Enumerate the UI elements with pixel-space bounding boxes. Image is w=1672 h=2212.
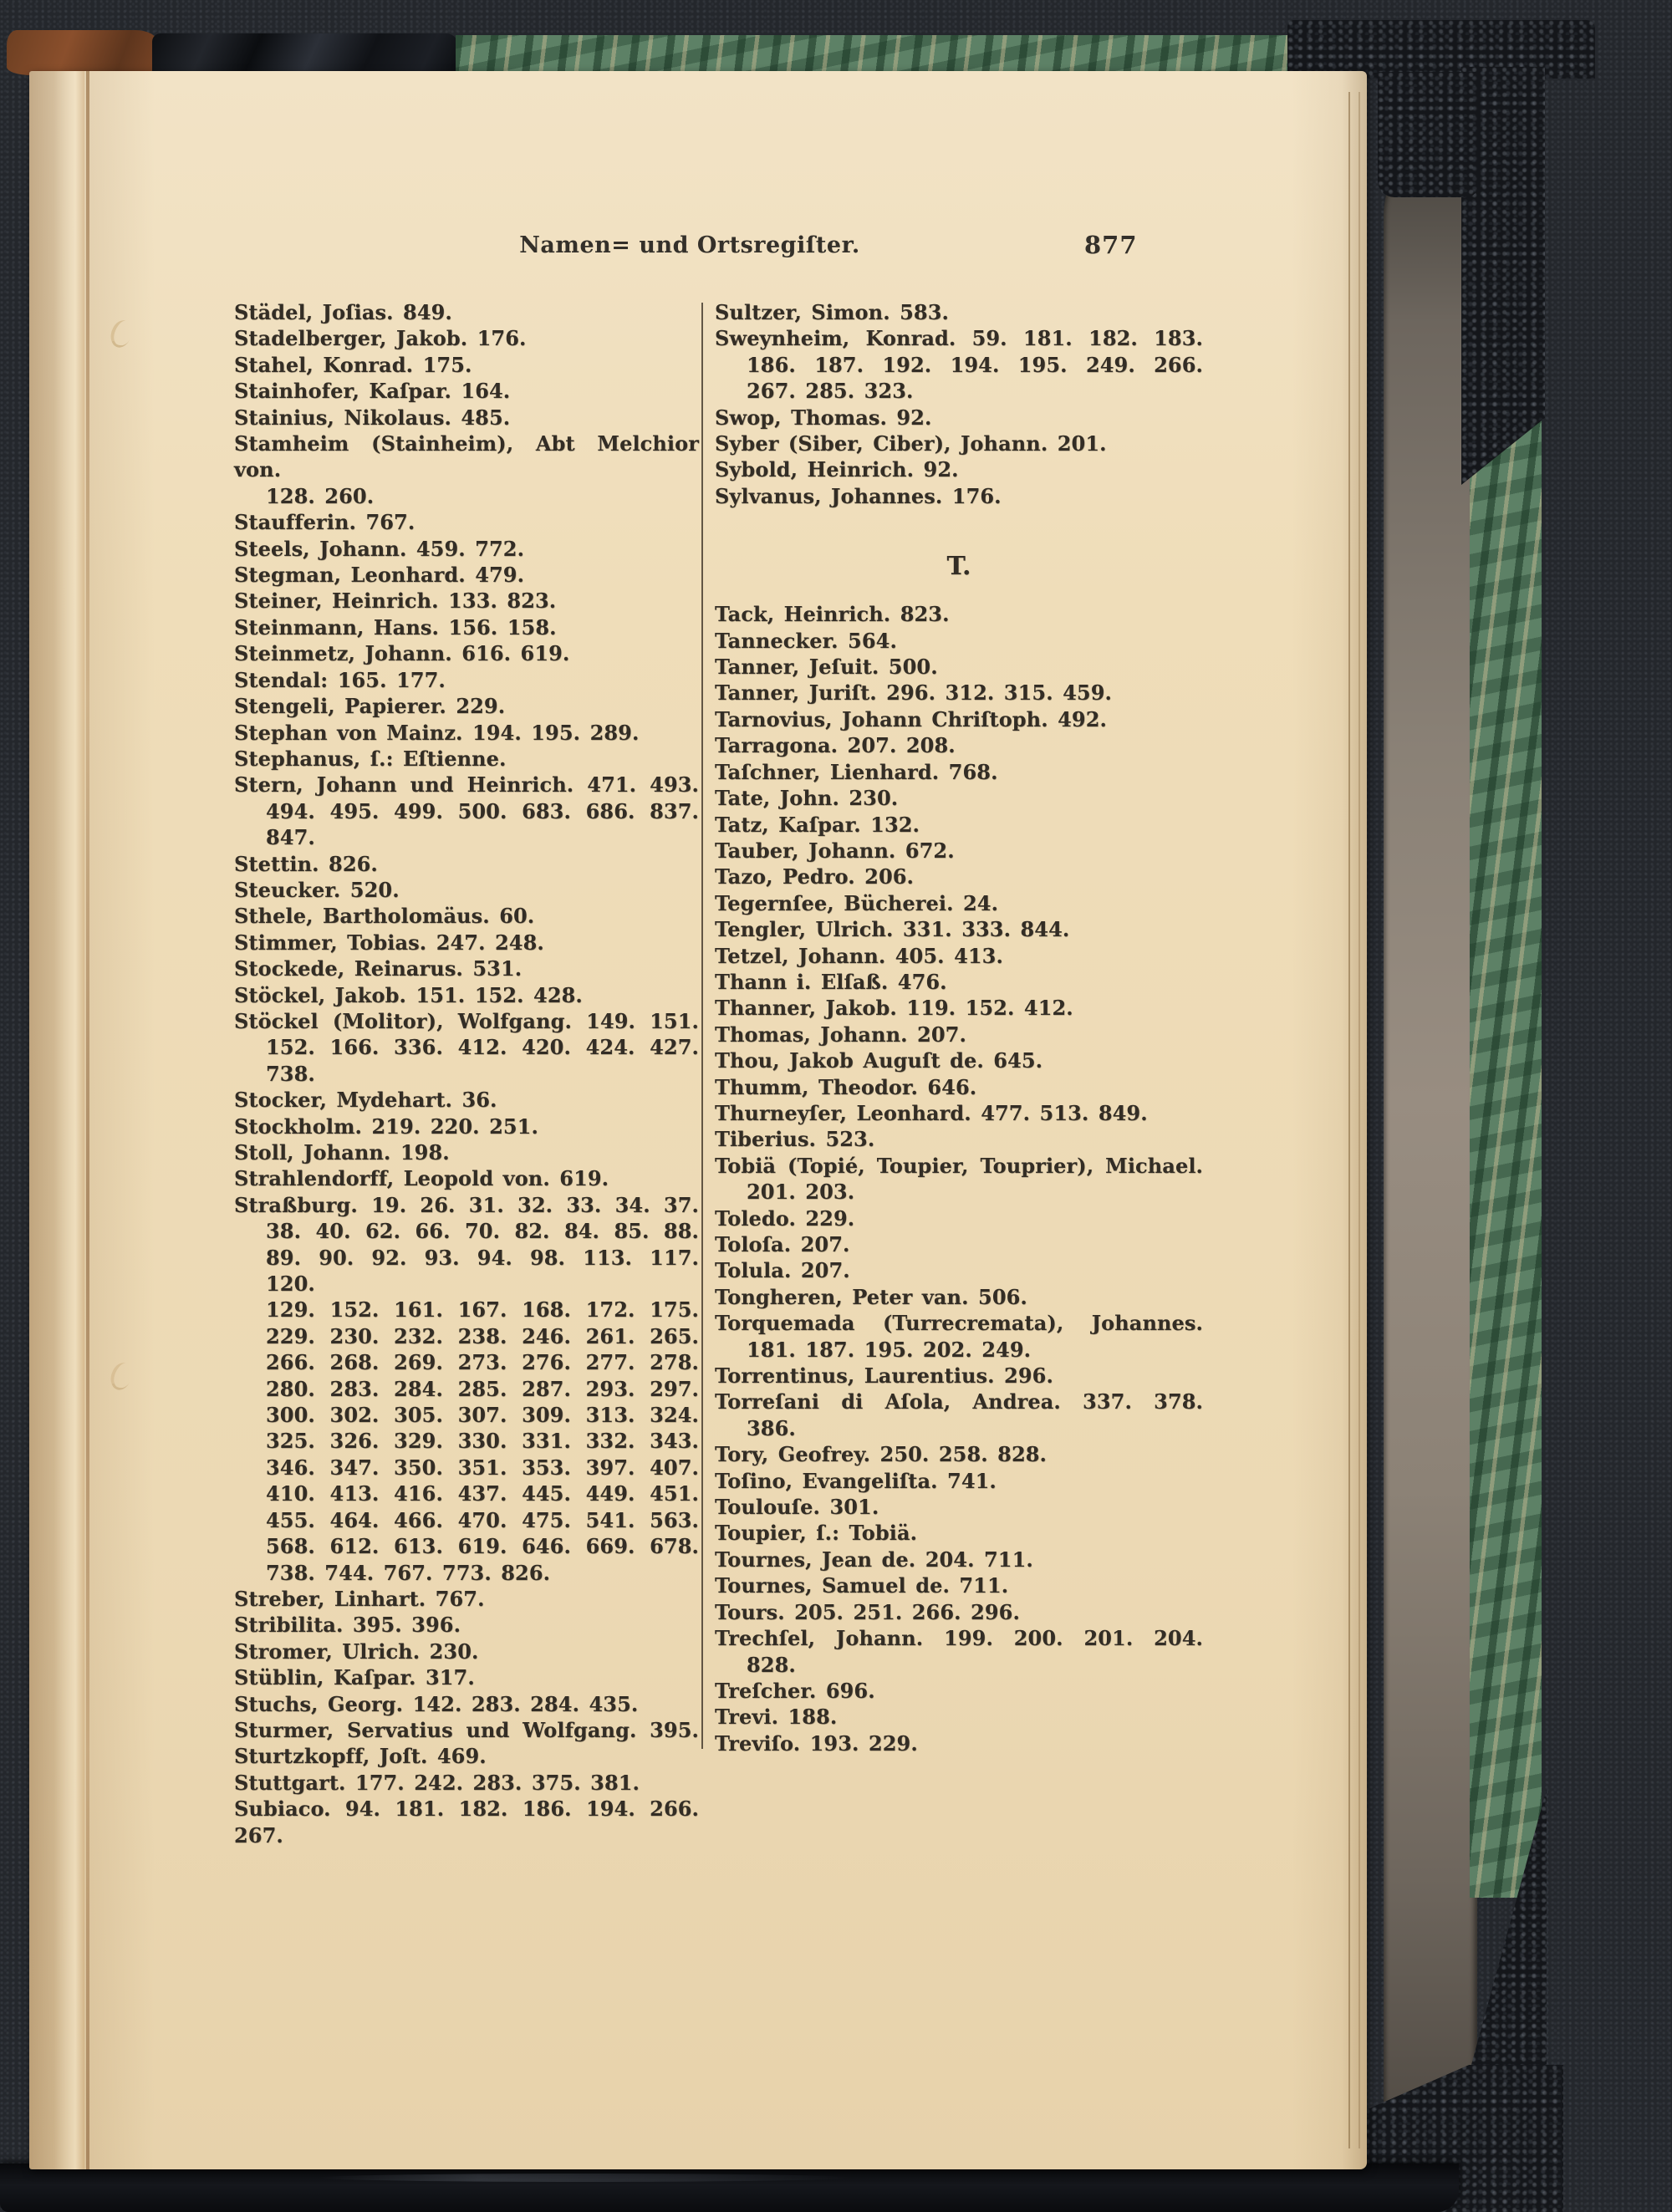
index-line: 738. 744. 767. 773. 826. — [266, 1560, 551, 1585]
index-line: Toledo. 229. — [715, 1205, 855, 1231]
index-line: Streber, Linhart. 767. — [234, 1586, 485, 1611]
index-line: 325. 326. 329. 330. 331. 332. 343. — [266, 1429, 699, 1454]
index-line: Thou, Jakob Auguſt de. 645. — [715, 1048, 1043, 1073]
index-line: Treviſo. 193. 229. — [715, 1730, 918, 1756]
pebbled-leather-top-bar — [1287, 20, 1595, 79]
index-line: Stimmer, Tobias. 247. 248. — [234, 930, 544, 955]
column-divider-rule — [701, 303, 703, 1749]
index-line: Tazo, Pedro. 206. — [715, 864, 915, 889]
binding-stitch — [106, 1360, 135, 1394]
index-line: Sybold, Heinrich. 92. — [715, 457, 959, 482]
index-line: Subiaco. 94. 181. 182. 186. 194. 266. 267. — [234, 1797, 699, 1848]
index-line: Tarragona. 207. 208. — [715, 733, 956, 758]
index-line: Taſchner, Lienhard. 768. — [715, 759, 998, 784]
index-line: 568. 612. 613. 619. 646. 669. 678. — [266, 1534, 699, 1559]
index-line: Steinmann, Hans. 156. 158. — [234, 614, 557, 640]
index-line: Tegernſee, Bücherei. 24. — [715, 890, 999, 915]
index-line: Tolula. 207. — [715, 1258, 850, 1283]
index-line: 186. 187. 192. 194. 195. 249. 266. — [747, 352, 1203, 377]
book-page — [29, 71, 1367, 2169]
column-left — [234, 299, 699, 1848]
index-line: Steels, Johann. 459. 772. — [234, 536, 525, 561]
index-line: Stendal: 165. 177. — [234, 667, 446, 692]
index-line: Torquemada (Turrecremata), Johannes. — [715, 1311, 1203, 1336]
index-line: Torrentinus, Laurentius. 296. — [715, 1363, 1053, 1389]
index-line: Tobiä (Topié, Toupier, Touprier), Michael. — [715, 1153, 1203, 1178]
index-line: Stephanus, ſ.: Eſtienne. — [234, 746, 507, 771]
index-line: Stamheim (Stainheim), Abt Melchior von. — [234, 431, 699, 482]
index-line: Toſino, Evangeliſta. 741. — [715, 1468, 997, 1493]
index-line: Stadelberger, Jakob. 176. — [234, 326, 527, 351]
index-line: Tongheren, Peter van. 506. — [715, 1284, 1027, 1309]
pebbled-leather-patch — [1378, 72, 1478, 197]
index-line: Stocker, Mydehart. 36. — [234, 1088, 497, 1113]
column-right — [715, 299, 1203, 1756]
index-line: Steucker. 520. — [234, 877, 400, 902]
index-line: Tannecker. 564. — [715, 628, 897, 653]
index-line: 267. 285. 323. — [747, 379, 914, 404]
index-line: Tengler, Ulrich. 331. 333. 844. — [715, 917, 1070, 942]
index-line: Syber (Siber, Ciber), Johann. 201. — [715, 431, 1107, 456]
index-line: 201. 203. — [747, 1180, 855, 1205]
index-line: Stribilita. 395. 396. — [234, 1613, 461, 1638]
index-line: Steinmetz, Johann. 616. 619. — [234, 641, 570, 666]
index-line: Stoll, Johann. 198. — [234, 1140, 450, 1165]
index-line: Tory, Geofrey. 250. 258. 828. — [715, 1442, 1048, 1467]
index-line: Toupier, ſ.: Tobiä. — [715, 1521, 918, 1546]
torn-paper-fragment — [7, 30, 157, 75]
index-line: Sturtzkopff, Joſt. 469. — [234, 1744, 487, 1769]
index-line: Stettin. 826. — [234, 851, 378, 876]
index-line: 828. — [747, 1652, 796, 1677]
index-line: Straßburg. 19. 26. 31. 32. 33. 34. 37. — [234, 1192, 699, 1217]
index-line: Tiberius. 523. — [715, 1127, 875, 1152]
index-line: Stegman, Leonhard. 479. — [234, 563, 525, 588]
index-line: Tatz, Kaſpar. 132. — [715, 812, 920, 837]
index-line: Stockholm. 219. 220. 251. — [234, 1114, 538, 1139]
index-line: Thann i. Elſaß. 476. — [715, 969, 947, 994]
index-line: Tanner, Juriſt. 296. 312. 315. 459. — [715, 680, 1112, 706]
index-line: Stainhofer, Kaſpar. 164. — [234, 379, 511, 404]
index-line: Thumm, Theodor. 646. — [715, 1074, 977, 1099]
index-line: Stainius, Nikolaus. 485. — [234, 405, 511, 430]
gutter-crease — [86, 71, 89, 2169]
index-line: 738. — [266, 1061, 315, 1086]
index-line: Toulouſe. 301. — [715, 1495, 879, 1520]
index-line: Tanner, Jeſuit. 500. — [715, 655, 938, 680]
index-line: 129. 152. 161. 167. 168. 172. 175. — [266, 1297, 699, 1323]
index-line: Steiner, Heinrich. 133. 823. — [234, 589, 557, 614]
index-line: Toloſa. 207. — [715, 1232, 850, 1256]
index-line: Stengeli, Papierer. 229. — [234, 694, 506, 719]
index-line: Stephan von Mainz. 194. 195. 289. — [234, 720, 640, 745]
index-line: Sweynheim, Konrad. 59. 181. 182. 183. — [715, 326, 1203, 351]
index-line: Thurneyſer, Leonhard. 477. 513. 849. — [715, 1100, 1148, 1125]
cover-bottom-edge — [0, 2164, 1459, 2212]
index-line: 346. 347. 350. 351. 353. 397. 407. — [266, 1455, 699, 1480]
index-line: 280. 283. 284. 285. 287. 293. 297. — [266, 1376, 699, 1401]
index-line: Sthele, Bartholomäus. 60. — [234, 904, 535, 929]
index-line: Tetzel, Johann. 405. 413. — [715, 943, 1003, 968]
index-line: Stuttgart. 177. 242. 283. 375. 381. — [234, 1770, 640, 1795]
index-line: 847. — [266, 825, 315, 850]
page-edge-line — [1358, 92, 1360, 2148]
cover-sheen-highlight — [318, 2174, 853, 2182]
index-line: Tours. 205. 251. 266. 296. — [715, 1599, 1020, 1624]
index-line: 266. 268. 269. 273. 276. 277. 278. — [266, 1350, 699, 1375]
index-line: 128. 260. — [266, 483, 375, 508]
index-line: 229. 230. 232. 238. 246. 261. 265. — [266, 1323, 699, 1348]
index-line: Stöckel (Molitor), Wolfgang. 149. 151. — [234, 1008, 699, 1033]
index-line: 38. 40. 62. 66. 70. 82. 84. 85. 88. — [266, 1219, 699, 1244]
index-line: Stahel, Konrad. 175. — [234, 352, 472, 377]
gutter-fold-highlight — [54, 71, 84, 2169]
leather-spine-fragment — [152, 33, 458, 75]
index-line: Stockede, Reinarus. 531. — [234, 956, 522, 981]
marbled-paper-edge — [1470, 359, 1542, 1898]
binding-stitch — [106, 318, 135, 351]
index-line: Stern, Johann und Heinrich. 471. 493. — [234, 772, 699, 798]
page-header — [29, 232, 1367, 266]
index-line: Tack, Heinrich. 823. — [715, 602, 950, 627]
index-line: Sturmer, Servatius und Wolfgang. 395. — [234, 1717, 699, 1742]
header-title: Namen= und Ortsregiſter. — [519, 232, 860, 258]
index-line: 494. 495. 499. 500. 683. 686. 837. — [266, 798, 699, 823]
index-line: Sylvanus, Johannes. 176. — [715, 483, 1002, 508]
section-heading: T. — [946, 552, 971, 582]
page-number: 877 — [1084, 231, 1138, 259]
index-line: Staufferin. 767. — [234, 510, 415, 535]
index-line: 181. 187. 195. 202. 249. — [747, 1337, 1032, 1362]
index-line: 300. 302. 305. 307. 309. 313. 324. — [266, 1403, 699, 1428]
index-line: Torreſani di Aſola, Andrea. 337. 378. — [715, 1389, 1203, 1414]
index-line: Trechſel, Johann. 199. 200. 201. 204. — [715, 1626, 1203, 1651]
index-line: Stuchs, Georg. 142. 283. 284. 435. — [234, 1691, 639, 1716]
index-line: Thanner, Jakob. 119. 152. 412. — [715, 996, 1073, 1021]
index-line: Stüblin, Kaſpar. 317. — [234, 1665, 475, 1690]
index-line: Stöckel, Jakob. 151. 152. 428. — [234, 982, 583, 1007]
index-line: 89. 90. 92. 93. 94. 98. 113. 117. 120. — [266, 1245, 699, 1297]
index-line: Stromer, Ulrich. 230. — [234, 1639, 479, 1664]
index-line: Tauber, Johann. 672. — [715, 838, 955, 863]
index-line: Städel, Joſias. 849. — [234, 300, 452, 324]
index-line: Sultzer, Simon. 583. — [715, 300, 949, 324]
index-line: Trevi. 188. — [715, 1705, 838, 1730]
index-line: 455. 464. 466. 470. 475. 541. 563. — [266, 1507, 699, 1532]
index-line: 152. 166. 336. 412. 420. 424. 427. — [266, 1035, 699, 1060]
index-line: Tate, John. 230. — [715, 786, 899, 811]
index-line: Thomas, Johann. 207. — [715, 1022, 966, 1047]
index-line: Treſcher. 696. — [715, 1678, 875, 1703]
index-line: Tournes, Samuel de. 711. — [715, 1573, 1009, 1598]
index-line: 386. — [747, 1415, 796, 1440]
index-line: Strahlendorff, Leopold von. 619. — [234, 1166, 609, 1191]
index-line: 410. 413. 416. 437. 445. 449. 451. — [266, 1481, 699, 1506]
marbled-paper-top-edge — [456, 35, 1296, 75]
index-line: Tournes, Jean de. 204. 711. — [715, 1547, 1033, 1572]
page-edge-line — [1348, 92, 1350, 2148]
index-line: Swop, Thomas. 92. — [715, 405, 932, 430]
index-line: Tarnovius, Johann Chriſtoph. 492. — [715, 706, 1107, 731]
